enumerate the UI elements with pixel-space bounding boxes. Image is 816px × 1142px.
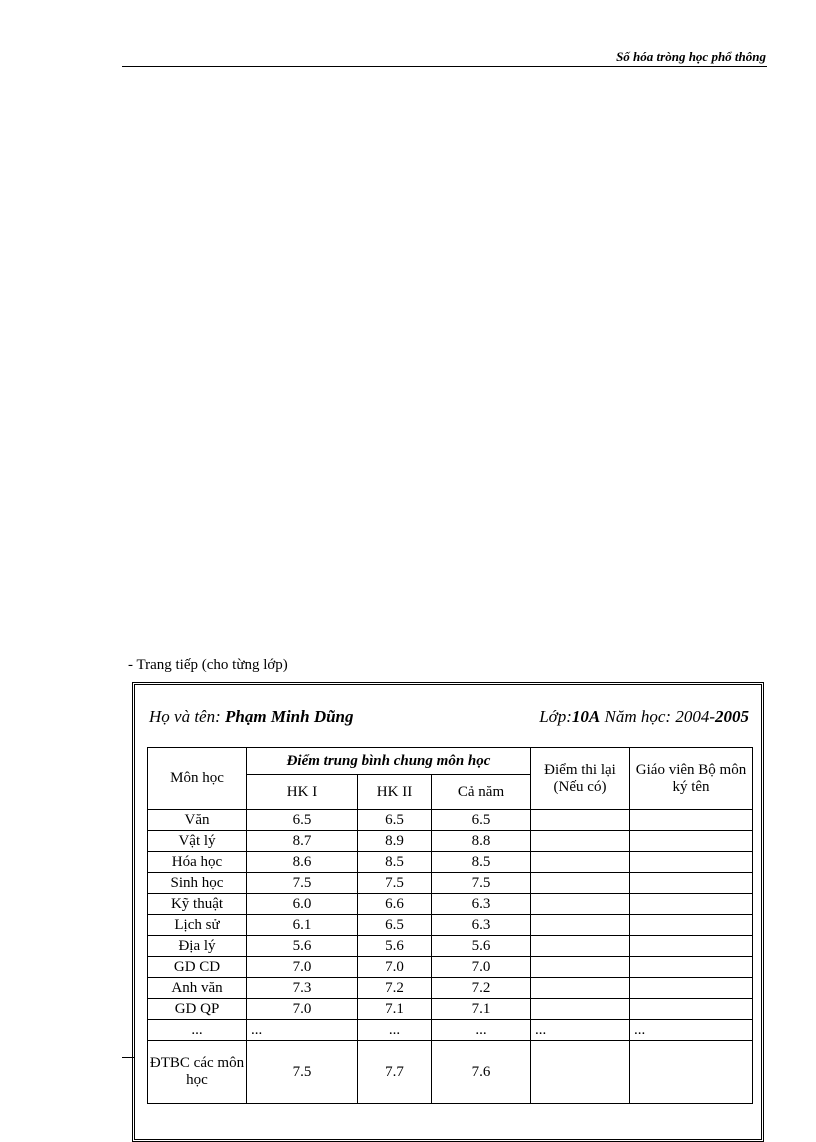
table-row	[148, 957, 753, 978]
hk1-cell: 7.3	[247, 978, 358, 999]
hk2-cell: 8.9	[358, 831, 432, 852]
student-info	[149, 707, 749, 727]
grades-table	[147, 747, 753, 1104]
year-cell: 7.1	[432, 999, 531, 1020]
average-row	[148, 1041, 753, 1104]
teacher-cell	[630, 915, 753, 936]
table-row	[148, 810, 753, 831]
teacher-cell	[630, 999, 753, 1020]
retake-cell	[531, 978, 630, 999]
hk1-cell: 5.6	[247, 936, 358, 957]
table-row	[148, 915, 753, 936]
retake-cell	[531, 831, 630, 852]
retake-cell	[531, 957, 630, 978]
teacher-cell	[630, 894, 753, 915]
teacher-cell	[630, 831, 753, 852]
table-row	[148, 831, 753, 852]
page-caption: - Trang tiếp (cho từng lớp)	[128, 657, 288, 673]
ellipsis-cell: ...	[358, 1020, 432, 1041]
teacher-cell	[630, 957, 753, 978]
subject-cell: Địa lý	[148, 936, 247, 957]
report-card-frame	[132, 682, 764, 1142]
hk1-cell: 6.1	[247, 915, 358, 936]
hk2-cell: 7.1	[358, 999, 432, 1020]
retake-cell	[531, 852, 630, 873]
teacher-cell	[630, 936, 753, 957]
hk1-cell: 6.5	[247, 810, 358, 831]
subject-cell: GD QP	[148, 999, 247, 1020]
teacher-signature-header: Giáo viên Bộ môn ký tên	[630, 748, 753, 810]
subject-cell: Sinh học	[148, 873, 247, 894]
subject-cell: Hóa học	[148, 852, 247, 873]
teacher-cell	[630, 810, 753, 831]
hk1-cell: 7.0	[247, 999, 358, 1020]
hk1-cell: 7.5	[247, 873, 358, 894]
retake-cell	[531, 915, 630, 936]
subject-cell: Lịch sử	[148, 915, 247, 936]
ellipsis-cell: ...	[630, 1020, 753, 1041]
table-row	[148, 978, 753, 999]
year-cell: 7.5	[432, 873, 531, 894]
average-group-header: Điểm trung bình chung môn học	[247, 748, 531, 775]
retake-cell	[531, 894, 630, 915]
ellipsis-cell: ...	[247, 1020, 358, 1041]
hk2-cell: 5.6	[358, 936, 432, 957]
table-row	[148, 852, 753, 873]
subject-cell: GD CD	[148, 957, 247, 978]
hk2-cell: 7.2	[358, 978, 432, 999]
hk2-cell: 6.6	[358, 894, 432, 915]
subject-cell: Anh văn	[148, 978, 247, 999]
header-title: Số hóa tròng học phổ thông	[616, 49, 766, 64]
header-rule	[122, 66, 767, 67]
subject-cell: Vật lý	[148, 831, 247, 852]
ellipsis-cell: ...	[531, 1020, 630, 1041]
hk2-cell: 6.5	[358, 810, 432, 831]
retake-cell	[531, 936, 630, 957]
year-cell: 6.5	[432, 810, 531, 831]
retake-cell	[531, 873, 630, 894]
teacher-cell	[630, 873, 753, 894]
year-label: Năm học: 2004-	[604, 707, 715, 726]
ellipsis-row	[148, 1020, 753, 1041]
retake-cell	[531, 999, 630, 1020]
table-row	[148, 999, 753, 1020]
teacher-cell	[630, 1041, 753, 1104]
hk1-cell: 8.6	[247, 852, 358, 873]
class-year-info	[539, 707, 749, 727]
ellipsis-cell: ...	[432, 1020, 531, 1041]
class-label: Lớp:	[539, 707, 572, 726]
year-cell: 6.3	[432, 894, 531, 915]
class-value: 10A	[571, 707, 601, 726]
hk1-cell: 6.0	[247, 894, 358, 915]
subject-cell: Kỹ thuật	[148, 894, 247, 915]
table-row	[148, 894, 753, 915]
teacher-cell	[630, 852, 753, 873]
average-year: 7.6	[432, 1041, 531, 1104]
retake-header: Điểm thi lại (Nếu có)	[531, 748, 630, 810]
student-name: Phạm Minh Dũng	[225, 707, 354, 726]
retake-cell	[531, 810, 630, 831]
average-label: ĐTBC các môn học	[148, 1041, 247, 1104]
year-cell: 8.5	[432, 852, 531, 873]
year-end: 2005	[715, 707, 749, 726]
table-row	[148, 873, 753, 894]
year-cell: 6.3	[432, 915, 531, 936]
hk2-cell: 6.5	[358, 915, 432, 936]
average-hk2: 7.7	[358, 1041, 432, 1104]
subject-cell: Văn	[148, 810, 247, 831]
average-hk1: 7.5	[247, 1041, 358, 1104]
hk1-cell: 7.0	[247, 957, 358, 978]
year-cell: 5.6	[432, 936, 531, 957]
ellipsis-cell: ...	[148, 1020, 247, 1041]
year-cell: 8.8	[432, 831, 531, 852]
year-cell: 7.0	[432, 957, 531, 978]
year-header: Cả năm	[432, 775, 531, 810]
hk2-cell: 7.0	[358, 957, 432, 978]
hk2-cell: 8.5	[358, 852, 432, 873]
subject-header: Môn học	[148, 748, 247, 810]
table-row	[148, 936, 753, 957]
year-cell: 7.2	[432, 978, 531, 999]
hk2-header: HK II	[358, 775, 432, 810]
name-label: Họ và tên:	[149, 707, 221, 726]
hk2-cell: 7.5	[358, 873, 432, 894]
retake-cell	[531, 1041, 630, 1104]
hk1-header: HK I	[247, 775, 358, 810]
hk1-cell: 8.7	[247, 831, 358, 852]
teacher-cell	[630, 978, 753, 999]
